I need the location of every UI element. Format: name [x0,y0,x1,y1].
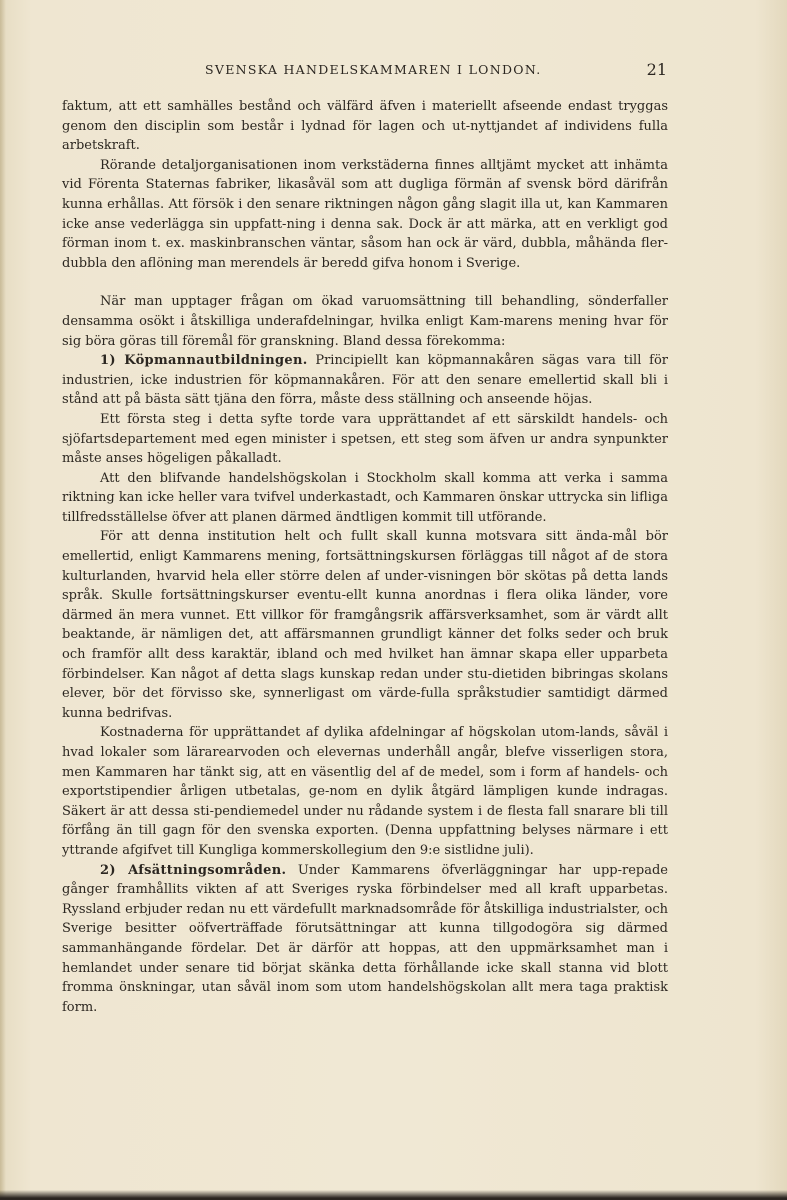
paragraph: Ett första steg i detta syfte torde vara upprättandet af ett särskildt handels- och sjöfartsdepartement med egen minister i spetsen, ett steg som äfven ur andra synpunkter måste anses högeligen påkalladt. [62,411,668,467]
paragraph: Kostnaderna för upprättandet af dylika afdelningar af högskolan utom-lands, såväl i hvad lokaler som lärarearvoden och elevernas underhåll angår, blefve visserligen stora, men Kammaren har tänkt sig, att en väsentlig del af de medel, som i form af handels- och exportstipendier årligen utbetalas, ge-nom en dylik åtgärd lämpligen kunde indragas. Säkert är att dessa sti-pendiemedel under nu rådande system i de flesta fall snarare bli till förfång än till gagn för den svenska exporten. (Denna uppfattning belyses närmare i ett yttrande afgifvet till Kungliga kommerskollegium den 9:e sistlidne juli). [62,725,668,858]
body-text [62,97,668,1017]
page-bottom-edge [0,1190,787,1200]
paragraph: Rörande detaljorganisationen inom verkstäderna finnes alltjämt mycket att inhämta vid Förenta Staternas fabriker, likasåväl som att dugliga förmän af svensk börd därifrån kunna erhållas. Att försök i den senare riktningen någon gång slagit illa ut, kan Kammaren icke anse vederlägga sin uppfatt-ning i denna sak. Dock är att märka, att en verkligt god förman inom t. ex. maskinbranschen väntar, såsom han ock är värd, dubbla, måhända fler-dubbla den aflöning man merendels är beredd gifva honom i Sverige. [62,157,668,271]
paragraph: Att den blifvande handelshögskolan i Stockholm skall komma att verka i samma riktning kan icke heller vara tvifvel underkastadt, och Kammaren önskar uttrycka sin lifliga tillfredsställelse öfver att planen därmed ändtligen kommit till utförande. [62,470,668,525]
paragraph: När man upptager frågan om ökad varuomsättning till behandling, sönderfaller densamma osökt i åtskilliga underafdelningar, hvilka enligt Kam-marens mening hvar för sig böra göras till föremål för granskning. Bland dessa förekomma: [62,294,668,349]
running-title: SVENSKA HANDELSKAMMAREN I LONDON. [205,62,542,77]
paragraph: För att denna institution helt och fullt skall kunna motsvara sitt ända-mål bör emellertid, enligt Kammarens mening, fortsättningskursen förläggas till något af de stora kulturlanden, hvarvid hela eller större delen af under-visningen bör skötas på detta lands språk. Skulle fortsättningskurser eventu-ellt kunna anordnas i flera olika länder, vore därmed än mera vunnet. Ett villkor för framgångsrik affärsverksamhet, som är värdt allt beaktande, är nämligen det, att affärsmannen grundligt känner det folks seder och bruk och framför allt dess karaktär, ibland och med hvilket han ämnar skapa eller upparbeta förbindelser. Kan något af detta slags kunskap redan under stu-dietiden bibringas skolans elever, bör det förvisso ske, synnerligast om värde-fulla språkstudier samtidigt därmed kunna bedrifvas. [62,529,668,721]
section-heading: 1) Köpmannautbildningen. [100,353,308,369]
numbered-section-2 [62,861,668,1018]
section-text: Principiellt kan köpmannakåren sägas vara till för industrien, icke industrien för köpmannakåren. För att den senare emellertid skall bli i stånd att på bästa sätt tjäna den förra, måste dess ställning och anseende höjas. [62,353,668,408]
numbered-section-1 [62,351,668,410]
page-edge-shadow [0,0,6,1200]
paragraph: faktum, att ett samhälles bestånd och välfärd äfven i materiellt afseende endast tryggas genom den disciplin som består i lydnad för lagen och ut-nyttjandet af individens fulla arbetskraft. [62,99,668,154]
page-number: 21 [646,60,667,79]
section-heading: 2) Afsättningsområden. [100,862,287,878]
page-header [60,60,667,82]
section-text: Under Kammarens öfverläggningar har upp-repade gånger framhållits vikten af att Sveriges ryska förbindelser med all kraft upparbetas. Ryssland erbjuder redan nu ett värdefullt marknadsområde för åtskilliga industrialster, och Sverige besitter oöfverträffade förutsättningar att kunna tillgodogöra sig därmed sammanhängande fördelar. Det är därför att hoppas, att den uppmärksamhet man i hemlandet under senare tid börjat skänka detta förhållande icke skall stanna vid blott fromma önskningar, utan såväl inom som utom handelshögskolan allt mera taga praktisk form. [62,862,668,1015]
